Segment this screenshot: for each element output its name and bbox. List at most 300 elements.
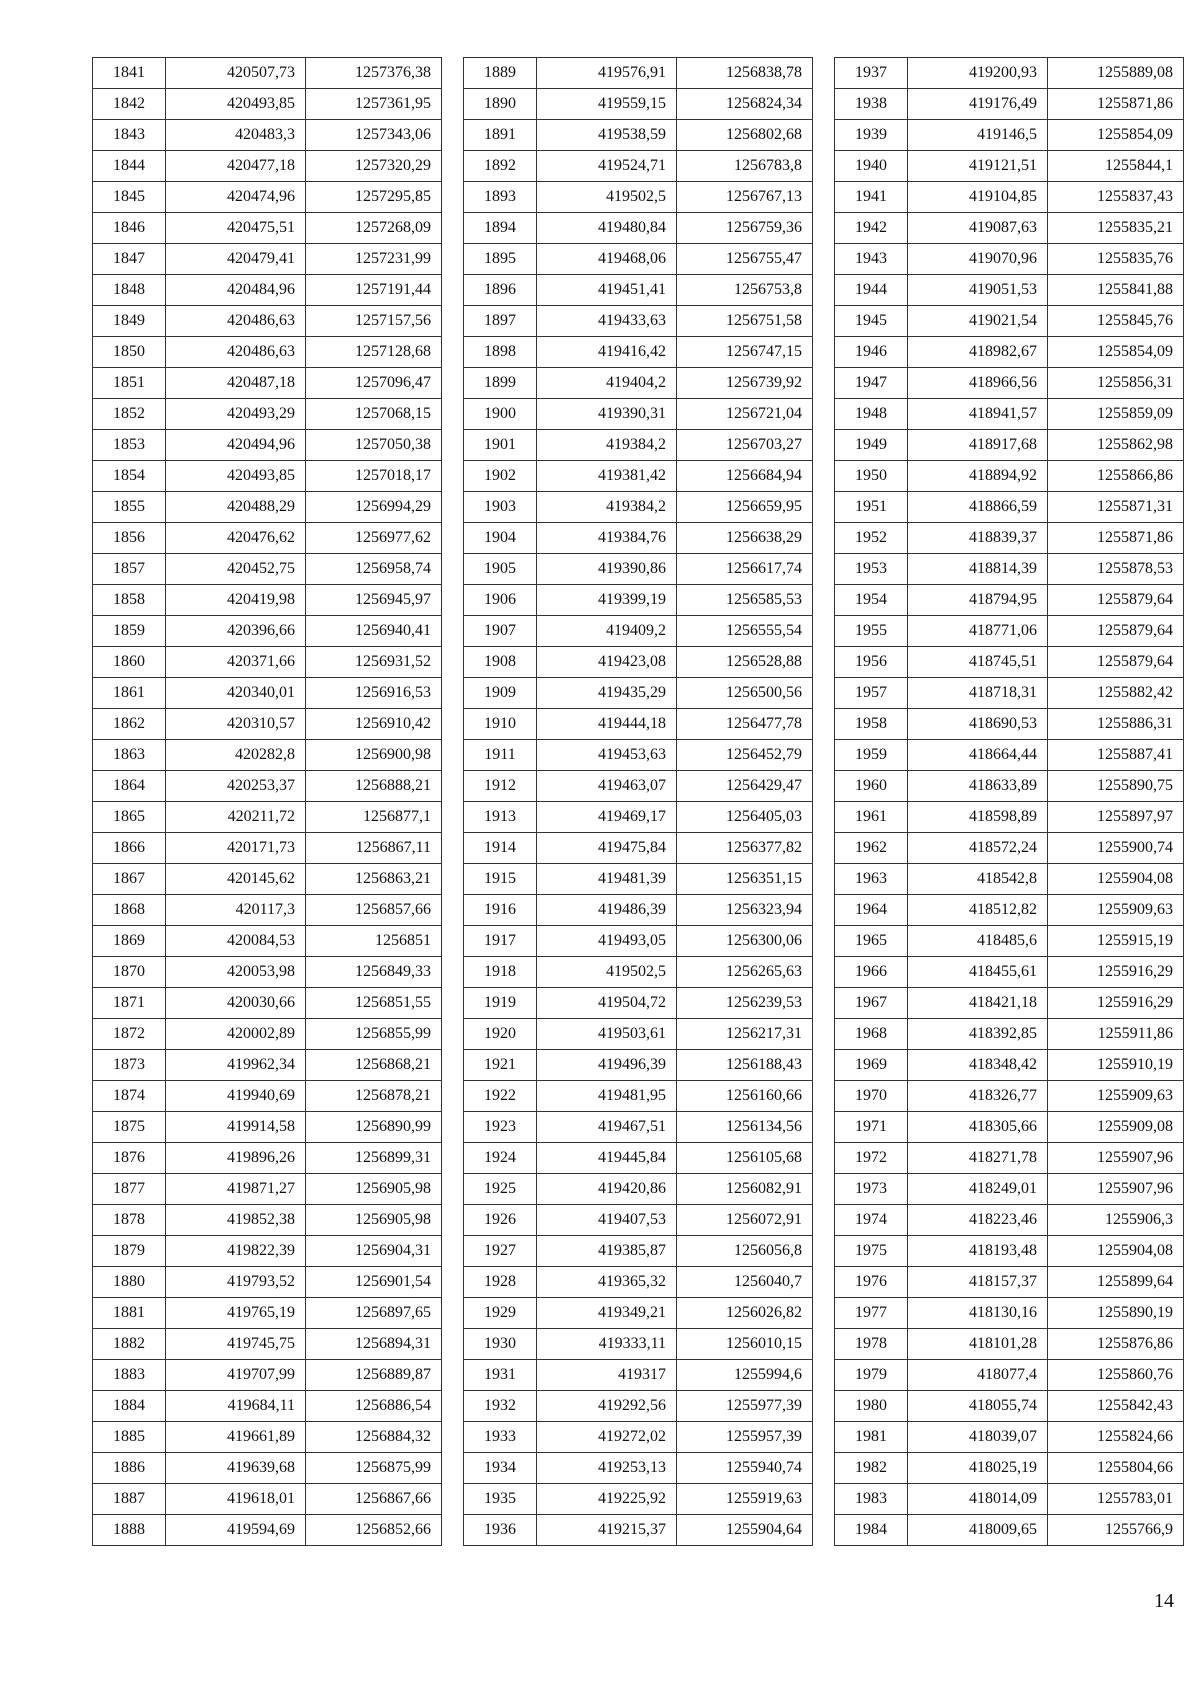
table-row <box>464 1329 813 1360</box>
x-coordinate-cell: 419594,69 <box>166 1515 306 1546</box>
point-number-cell: 1952 <box>835 523 908 554</box>
table-row <box>93 895 442 926</box>
point-number-cell: 1854 <box>93 461 166 492</box>
x-coordinate-cell: 418326,77 <box>908 1081 1048 1112</box>
point-number-cell: 1953 <box>835 554 908 585</box>
x-coordinate-cell: 419200,93 <box>908 58 1048 89</box>
table-row <box>835 926 1184 957</box>
point-number-cell: 1972 <box>835 1143 908 1174</box>
x-coordinate-cell: 418542,8 <box>908 864 1048 895</box>
y-coordinate-cell: 1257320,29 <box>306 151 442 182</box>
point-number-cell: 1855 <box>93 492 166 523</box>
point-number-cell: 1893 <box>464 182 537 213</box>
point-number-cell: 1863 <box>93 740 166 771</box>
table-row <box>93 1360 442 1391</box>
y-coordinate-cell: 1256755,47 <box>677 244 813 275</box>
table-row <box>464 213 813 244</box>
x-coordinate-cell: 418814,39 <box>908 554 1048 585</box>
table-row <box>93 1391 442 1422</box>
x-coordinate-cell: 418157,37 <box>908 1267 1048 1298</box>
point-number-cell: 1868 <box>93 895 166 926</box>
table-row <box>93 151 442 182</box>
point-number-cell: 1978 <box>835 1329 908 1360</box>
point-number-cell: 1963 <box>835 864 908 895</box>
x-coordinate-cell: 420053,98 <box>166 957 306 988</box>
point-number-cell: 1864 <box>93 771 166 802</box>
table-row <box>464 1050 813 1081</box>
x-coordinate-cell: 418512,82 <box>908 895 1048 926</box>
x-coordinate-cell: 419503,61 <box>537 1019 677 1050</box>
point-number-cell: 1853 <box>93 430 166 461</box>
x-coordinate-cell: 419385,87 <box>537 1236 677 1267</box>
table-row <box>93 709 442 740</box>
y-coordinate-cell: 1255915,19 <box>1048 926 1184 957</box>
y-coordinate-cell: 1256977,62 <box>306 523 442 554</box>
x-coordinate-cell: 419480,84 <box>537 213 677 244</box>
x-coordinate-cell: 418982,67 <box>908 337 1048 368</box>
y-coordinate-cell: 1256851 <box>306 926 442 957</box>
y-coordinate-cell: 1256659,95 <box>677 492 813 523</box>
x-coordinate-cell: 419496,39 <box>537 1050 677 1081</box>
table-row <box>835 1081 1184 1112</box>
y-coordinate-cell: 1256916,53 <box>306 678 442 709</box>
y-coordinate-cell: 1256838,78 <box>677 58 813 89</box>
table-row <box>464 182 813 213</box>
table-row <box>93 368 442 399</box>
table-row <box>835 461 1184 492</box>
y-coordinate-cell: 1256783,8 <box>677 151 813 182</box>
point-number-cell: 1894 <box>464 213 537 244</box>
point-number-cell: 1842 <box>93 89 166 120</box>
table-row <box>835 1422 1184 1453</box>
y-coordinate-cell: 1255804,66 <box>1048 1453 1184 1484</box>
y-coordinate-cell: 1255957,39 <box>677 1422 813 1453</box>
x-coordinate-cell: 418690,53 <box>908 709 1048 740</box>
y-coordinate-cell: 1256452,79 <box>677 740 813 771</box>
point-number-cell: 1971 <box>835 1112 908 1143</box>
y-coordinate-cell: 1257191,44 <box>306 275 442 306</box>
x-coordinate-cell: 419051,53 <box>908 275 1048 306</box>
point-number-cell: 1934 <box>464 1453 537 1484</box>
y-coordinate-cell: 1255890,19 <box>1048 1298 1184 1329</box>
x-coordinate-cell: 419070,96 <box>908 244 1048 275</box>
point-number-cell: 1935 <box>464 1484 537 1515</box>
x-coordinate-cell: 419475,84 <box>537 833 677 864</box>
point-number-cell: 1910 <box>464 709 537 740</box>
x-coordinate-cell: 419404,2 <box>537 368 677 399</box>
y-coordinate-cell: 1256751,58 <box>677 306 813 337</box>
table-row <box>464 337 813 368</box>
y-coordinate-cell: 1256945,97 <box>306 585 442 616</box>
y-coordinate-cell: 1256767,13 <box>677 182 813 213</box>
point-number-cell: 1946 <box>835 337 908 368</box>
point-number-cell: 1921 <box>464 1050 537 1081</box>
y-coordinate-cell: 1256617,74 <box>677 554 813 585</box>
point-number-cell: 1859 <box>93 616 166 647</box>
table-row <box>93 1050 442 1081</box>
x-coordinate-cell: 418839,37 <box>908 523 1048 554</box>
y-coordinate-cell: 1256849,33 <box>306 957 442 988</box>
y-coordinate-cell: 1256217,31 <box>677 1019 813 1050</box>
y-coordinate-cell: 1256759,36 <box>677 213 813 244</box>
x-coordinate-cell: 418130,16 <box>908 1298 1048 1329</box>
point-number-cell: 1923 <box>464 1112 537 1143</box>
y-coordinate-cell: 1255824,66 <box>1048 1422 1184 1453</box>
y-coordinate-cell: 1256855,99 <box>306 1019 442 1050</box>
x-coordinate-cell: 419467,51 <box>537 1112 677 1143</box>
x-coordinate-cell: 419822,39 <box>166 1236 306 1267</box>
x-coordinate-cell: 420493,85 <box>166 461 306 492</box>
table-row <box>835 647 1184 678</box>
table-row <box>93 523 442 554</box>
x-coordinate-cell: 419176,49 <box>908 89 1048 120</box>
point-number-cell: 1965 <box>835 926 908 957</box>
x-coordinate-cell: 419021,54 <box>908 306 1048 337</box>
y-coordinate-cell: 1256901,54 <box>306 1267 442 1298</box>
table-row <box>464 988 813 1019</box>
point-number-cell: 1931 <box>464 1360 537 1391</box>
x-coordinate-cell: 419576,91 <box>537 58 677 89</box>
x-coordinate-cell: 419365,32 <box>537 1267 677 1298</box>
point-number-cell: 1982 <box>835 1453 908 1484</box>
x-coordinate-cell: 420494,96 <box>166 430 306 461</box>
x-coordinate-cell: 419420,86 <box>537 1174 677 1205</box>
x-coordinate-cell: 419469,17 <box>537 802 677 833</box>
x-coordinate-cell: 420477,18 <box>166 151 306 182</box>
table-row <box>835 1391 1184 1422</box>
point-number-cell: 1928 <box>464 1267 537 1298</box>
table-row <box>464 1174 813 1205</box>
y-coordinate-cell: 1255977,39 <box>677 1391 813 1422</box>
point-number-cell: 1962 <box>835 833 908 864</box>
y-coordinate-cell: 1255890,75 <box>1048 771 1184 802</box>
table-row <box>93 1329 442 1360</box>
x-coordinate-cell: 419504,72 <box>537 988 677 1019</box>
table-row <box>464 461 813 492</box>
point-number-cell: 1933 <box>464 1422 537 1453</box>
point-number-cell: 1905 <box>464 554 537 585</box>
y-coordinate-cell: 1255911,86 <box>1048 1019 1184 1050</box>
point-number-cell: 1887 <box>93 1484 166 1515</box>
point-number-cell: 1958 <box>835 709 908 740</box>
x-coordinate-cell: 419333,11 <box>537 1329 677 1360</box>
point-number-cell: 1919 <box>464 988 537 1019</box>
point-number-cell: 1948 <box>835 399 908 430</box>
point-number-cell: 1940 <box>835 151 908 182</box>
x-coordinate-cell: 418039,07 <box>908 1422 1048 1453</box>
point-number-cell: 1903 <box>464 492 537 523</box>
x-coordinate-cell: 419381,42 <box>537 461 677 492</box>
point-number-cell: 1902 <box>464 461 537 492</box>
point-number-cell: 1966 <box>835 957 908 988</box>
table-row <box>835 1298 1184 1329</box>
point-number-cell: 1954 <box>835 585 908 616</box>
y-coordinate-cell: 1256160,66 <box>677 1081 813 1112</box>
y-coordinate-cell: 1255879,64 <box>1048 585 1184 616</box>
point-number-cell: 1915 <box>464 864 537 895</box>
table-row <box>464 740 813 771</box>
x-coordinate-cell: 418055,74 <box>908 1391 1048 1422</box>
y-coordinate-cell: 1256857,66 <box>306 895 442 926</box>
table-row <box>93 957 442 988</box>
x-coordinate-cell: 419384,2 <box>537 430 677 461</box>
point-number-cell: 1937 <box>835 58 908 89</box>
table-row <box>464 864 813 895</box>
page-number: 14 <box>1154 1590 1174 1612</box>
y-coordinate-cell: 1256852,66 <box>306 1515 442 1546</box>
x-coordinate-cell: 419416,42 <box>537 337 677 368</box>
table-row <box>464 244 813 275</box>
table-row <box>93 492 442 523</box>
y-coordinate-cell: 1255916,29 <box>1048 957 1184 988</box>
point-number-cell: 1899 <box>464 368 537 399</box>
x-coordinate-cell: 419215,37 <box>537 1515 677 1546</box>
table-row <box>93 89 442 120</box>
y-coordinate-cell: 1255860,76 <box>1048 1360 1184 1391</box>
table-row <box>464 926 813 957</box>
y-coordinate-cell: 1255856,31 <box>1048 368 1184 399</box>
y-coordinate-cell: 1257050,38 <box>306 430 442 461</box>
x-coordinate-cell: 419292,56 <box>537 1391 677 1422</box>
table-row <box>835 1329 1184 1360</box>
point-number-cell: 1848 <box>93 275 166 306</box>
y-coordinate-cell: 1257018,17 <box>306 461 442 492</box>
table-row <box>93 461 442 492</box>
y-coordinate-cell: 1256500,56 <box>677 678 813 709</box>
table-row <box>93 988 442 1019</box>
point-number-cell: 1849 <box>93 306 166 337</box>
x-coordinate-cell: 418917,68 <box>908 430 1048 461</box>
point-number-cell: 1981 <box>835 1422 908 1453</box>
table-row <box>93 926 442 957</box>
point-number-cell: 1920 <box>464 1019 537 1050</box>
point-number-cell: 1942 <box>835 213 908 244</box>
y-coordinate-cell: 1257096,47 <box>306 368 442 399</box>
table-row <box>93 1453 442 1484</box>
point-number-cell: 1850 <box>93 337 166 368</box>
x-coordinate-cell: 418771,06 <box>908 616 1048 647</box>
table-row <box>464 58 813 89</box>
table-row <box>835 151 1184 182</box>
table-row <box>835 1112 1184 1143</box>
point-number-cell: 1961 <box>835 802 908 833</box>
table-row <box>93 337 442 368</box>
x-coordinate-cell: 418271,78 <box>908 1143 1048 1174</box>
table-row <box>835 616 1184 647</box>
y-coordinate-cell: 1256703,27 <box>677 430 813 461</box>
table-row <box>93 399 442 430</box>
y-coordinate-cell: 1255910,19 <box>1048 1050 1184 1081</box>
point-number-cell: 1907 <box>464 616 537 647</box>
point-number-cell: 1852 <box>93 399 166 430</box>
point-number-cell: 1904 <box>464 523 537 554</box>
x-coordinate-cell: 419453,63 <box>537 740 677 771</box>
table-row <box>835 244 1184 275</box>
table-row <box>835 182 1184 213</box>
x-coordinate-cell: 420310,57 <box>166 709 306 740</box>
y-coordinate-cell: 1256684,94 <box>677 461 813 492</box>
y-coordinate-cell: 1256931,52 <box>306 647 442 678</box>
table-row <box>93 1267 442 1298</box>
x-coordinate-cell: 418941,57 <box>908 399 1048 430</box>
coordinate-table-2 <box>463 57 813 1546</box>
point-number-cell: 1938 <box>835 89 908 120</box>
x-coordinate-cell: 420475,51 <box>166 213 306 244</box>
table-row <box>93 771 442 802</box>
x-coordinate-cell: 418421,18 <box>908 988 1048 1019</box>
table-row <box>93 585 442 616</box>
x-coordinate-cell: 420486,63 <box>166 337 306 368</box>
point-number-cell: 1914 <box>464 833 537 864</box>
x-coordinate-cell: 418249,01 <box>908 1174 1048 1205</box>
y-coordinate-cell: 1256940,41 <box>306 616 442 647</box>
table-row <box>835 213 1184 244</box>
x-coordinate-cell: 419445,84 <box>537 1143 677 1174</box>
table-row <box>835 492 1184 523</box>
point-number-cell: 1913 <box>464 802 537 833</box>
y-coordinate-cell: 1255859,09 <box>1048 399 1184 430</box>
table-row <box>93 244 442 275</box>
x-coordinate-cell: 419087,63 <box>908 213 1048 244</box>
table-row <box>93 58 442 89</box>
point-number-cell: 1851 <box>93 368 166 399</box>
x-coordinate-cell: 420211,72 <box>166 802 306 833</box>
x-coordinate-cell: 419121,51 <box>908 151 1048 182</box>
x-coordinate-cell: 419793,52 <box>166 1267 306 1298</box>
x-coordinate-cell: 420479,41 <box>166 244 306 275</box>
point-number-cell: 1845 <box>93 182 166 213</box>
table-row <box>835 368 1184 399</box>
table-row <box>464 957 813 988</box>
table-row <box>835 833 1184 864</box>
table-row <box>835 1050 1184 1081</box>
point-number-cell: 1878 <box>93 1205 166 1236</box>
x-coordinate-cell: 420507,73 <box>166 58 306 89</box>
y-coordinate-cell: 1256010,15 <box>677 1329 813 1360</box>
point-number-cell: 1881 <box>93 1298 166 1329</box>
y-coordinate-cell: 1255899,64 <box>1048 1267 1184 1298</box>
y-coordinate-cell: 1255866,86 <box>1048 461 1184 492</box>
y-coordinate-cell: 1256886,54 <box>306 1391 442 1422</box>
table-row <box>835 1205 1184 1236</box>
point-number-cell: 1975 <box>835 1236 908 1267</box>
y-coordinate-cell: 1255841,88 <box>1048 275 1184 306</box>
x-coordinate-cell: 420419,98 <box>166 585 306 616</box>
y-coordinate-cell: 1256188,43 <box>677 1050 813 1081</box>
y-coordinate-cell: 1255940,74 <box>677 1453 813 1484</box>
point-number-cell: 1951 <box>835 492 908 523</box>
point-number-cell: 1885 <box>93 1422 166 1453</box>
table-row <box>835 306 1184 337</box>
table-row <box>464 1484 813 1515</box>
table-row <box>835 709 1184 740</box>
x-coordinate-cell: 419524,71 <box>537 151 677 182</box>
x-coordinate-cell: 418348,42 <box>908 1050 1048 1081</box>
table-row <box>835 523 1184 554</box>
y-coordinate-cell: 1255766,9 <box>1048 1515 1184 1546</box>
point-number-cell: 1944 <box>835 275 908 306</box>
y-coordinate-cell: 1257068,15 <box>306 399 442 430</box>
table-row <box>464 833 813 864</box>
point-number-cell: 1926 <box>464 1205 537 1236</box>
x-coordinate-cell: 418025,19 <box>908 1453 1048 1484</box>
table-row <box>835 988 1184 1019</box>
table-row <box>835 58 1184 89</box>
point-number-cell: 1955 <box>835 616 908 647</box>
x-coordinate-cell: 419104,85 <box>908 182 1048 213</box>
y-coordinate-cell: 1255835,76 <box>1048 244 1184 275</box>
y-coordinate-cell: 1256265,63 <box>677 957 813 988</box>
x-coordinate-cell: 419390,31 <box>537 399 677 430</box>
y-coordinate-cell: 1257343,06 <box>306 120 442 151</box>
y-coordinate-cell: 1255919,63 <box>677 1484 813 1515</box>
x-coordinate-cell: 418794,95 <box>908 585 1048 616</box>
point-number-cell: 1856 <box>93 523 166 554</box>
y-coordinate-cell: 1256026,82 <box>677 1298 813 1329</box>
table-row <box>464 399 813 430</box>
table-row <box>835 771 1184 802</box>
x-coordinate-cell: 419559,15 <box>537 89 677 120</box>
coordinate-table-3 <box>834 57 1184 1546</box>
x-coordinate-cell: 419896,26 <box>166 1143 306 1174</box>
y-coordinate-cell: 1255878,53 <box>1048 554 1184 585</box>
y-coordinate-cell: 1256638,29 <box>677 523 813 554</box>
table-row <box>93 1515 442 1546</box>
point-number-cell: 1867 <box>93 864 166 895</box>
table-row <box>464 1205 813 1236</box>
point-number-cell: 1957 <box>835 678 908 709</box>
point-number-cell: 1897 <box>464 306 537 337</box>
point-number-cell: 1843 <box>93 120 166 151</box>
y-coordinate-cell: 1257268,09 <box>306 213 442 244</box>
table-row <box>835 430 1184 461</box>
x-coordinate-cell: 420484,96 <box>166 275 306 306</box>
y-coordinate-cell: 1256747,15 <box>677 337 813 368</box>
y-coordinate-cell: 1256897,65 <box>306 1298 442 1329</box>
x-coordinate-cell: 419433,63 <box>537 306 677 337</box>
x-coordinate-cell: 420396,66 <box>166 616 306 647</box>
x-coordinate-cell: 419538,59 <box>537 120 677 151</box>
point-number-cell: 1889 <box>464 58 537 89</box>
table-row <box>835 399 1184 430</box>
point-number-cell: 1977 <box>835 1298 908 1329</box>
y-coordinate-cell: 1256239,53 <box>677 988 813 1019</box>
point-number-cell: 1896 <box>464 275 537 306</box>
x-coordinate-cell: 418223,46 <box>908 1205 1048 1236</box>
point-number-cell: 1968 <box>835 1019 908 1050</box>
table-row <box>93 1484 442 1515</box>
y-coordinate-cell: 1255842,43 <box>1048 1391 1184 1422</box>
y-coordinate-cell: 1255904,08 <box>1048 864 1184 895</box>
y-coordinate-cell: 1255876,86 <box>1048 1329 1184 1360</box>
x-coordinate-cell: 419317 <box>537 1360 677 1391</box>
point-number-cell: 1892 <box>464 151 537 182</box>
x-coordinate-cell: 419745,75 <box>166 1329 306 1360</box>
point-number-cell: 1976 <box>835 1267 908 1298</box>
x-coordinate-cell: 420030,66 <box>166 988 306 1019</box>
table-row <box>93 1174 442 1205</box>
point-number-cell: 1869 <box>93 926 166 957</box>
x-coordinate-cell: 420371,66 <box>166 647 306 678</box>
table-row <box>835 1143 1184 1174</box>
table-row <box>93 275 442 306</box>
x-coordinate-cell: 419684,11 <box>166 1391 306 1422</box>
point-number-cell: 1974 <box>835 1205 908 1236</box>
x-coordinate-cell: 420253,37 <box>166 771 306 802</box>
x-coordinate-cell: 418866,59 <box>908 492 1048 523</box>
point-number-cell: 1877 <box>93 1174 166 1205</box>
table-row <box>835 678 1184 709</box>
